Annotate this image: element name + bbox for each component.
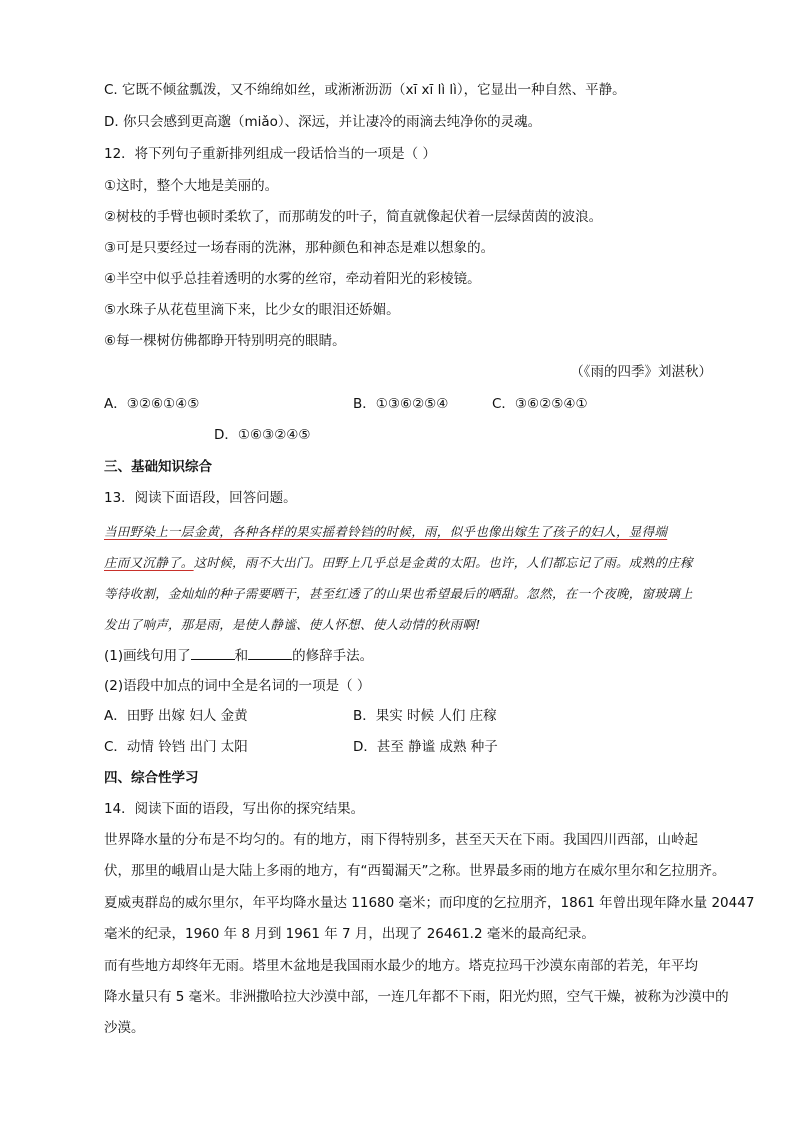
q14-paragraph-line: 夏威夷群岛的威尔里尔，年平均降水量达 11680 毫米；而印度的乞拉朋齐，1861 年曾出现年降水量 20447 xyxy=(104,895,755,911)
section-4-heading: 四、综合性学习 xyxy=(104,770,199,786)
q12-sentence-4: ④半空中似乎总挂着透明的水雾的丝帘，牵动着阳光的彩棱镜。 xyxy=(104,271,481,287)
q13-sub2: (2)语段中加点的词中全是名词的一项是（ ） xyxy=(104,678,371,694)
q12-sentence-2: ②树枝的手臂也顿时柔软了，而那萌发的叶子，简直就像起伏着一层绿茵茵的波浪。 xyxy=(104,209,603,225)
q13-option-b: B．果实 时候 人们 庄稼 xyxy=(353,708,497,724)
q12-sentence-1: ①这时，整个大地是美丽的。 xyxy=(104,178,279,194)
q12-option-c: C．③⑥②⑤④① xyxy=(492,396,588,412)
q14-stem: 14．阅读下面的语段，写出你的探究结果。 xyxy=(104,801,365,817)
q12-sentence-5: ⑤水珠子从花苞里滴下来，比少女的眼泪还娇媚。 xyxy=(104,302,400,318)
sub1-connector: 和 xyxy=(234,648,249,664)
q13-option-c: C．动情 铃铛 出门 太阳 xyxy=(104,739,248,755)
q12-stem: 12．将下列句子重新排列组成一段话恰当的一项是（ ） xyxy=(104,146,436,162)
q12-option-a: A．③②⑥①④⑤ xyxy=(104,396,200,412)
q14-paragraph-line: 毫米的纪录，1960 年 8 月到 1961 年 7 月，出现了 26461.2 毫米的最高纪录。 xyxy=(104,926,595,942)
q13-option-a: A．田野 出嫁 妇人 金黄 xyxy=(104,708,248,724)
passage-text: 这时候，雨不大出门。田野上几乎总是金黄的太阳。也许，人们都忘记了雨。成熟的庄稼 xyxy=(193,555,693,570)
q13-passage-line-1 xyxy=(104,522,667,542)
q13-passage-line-4 xyxy=(104,615,481,635)
q14-paragraph-line: 而有些地方却终年无雨。塔里木盆地是我国雨水最少的地方。塔克拉玛干沙漠东南部的若羌，年平均 xyxy=(104,958,698,974)
answer-blank-1[interactable] xyxy=(191,645,235,660)
passage-text: 等待收割，金灿灿的种子需要晒干，甚至红透了的山果也希望最后的晒甜。忽然，在一个夜晚，窗玻璃上 xyxy=(104,586,693,601)
q11-option-c: C. 它既不倾盆瓢泼，又不绵绵如丝，或淅淅沥沥（xī xī lì lì），它显出一种自然、平静。 xyxy=(104,82,626,98)
passage-text: 发出了响声，那是雨，是使人静谧、使人怀想、使人动情的秋雨啊! xyxy=(104,617,481,632)
q13-passage-line-3 xyxy=(104,584,693,604)
section-3-heading: 三、基础知识综合 xyxy=(104,459,212,475)
q12-sentence-3: ③可是只要经过一场春雨的洗淋，那种颜色和神态是难以想象的。 xyxy=(104,240,495,256)
q12-option-d: D．①⑥③②④⑤ xyxy=(214,427,311,443)
q14-paragraph-line: 沙漠。 xyxy=(104,1020,145,1036)
underlined-sentence: 庄而又沉静了。 xyxy=(104,555,194,570)
q13-stem: 13．阅读下面语段，回答问题。 xyxy=(104,490,297,506)
q11-option-d: D. 你只会感到更高邈（miǎo）、深远，并让凄冷的雨滴去纯净你的灵魂。 xyxy=(104,114,542,130)
sub1-suffix: 的修辞手法。 xyxy=(292,648,374,664)
q13-sub1 xyxy=(104,645,373,666)
q14-paragraph-line: 世界降水量的分布是不均匀的。有的地方，雨下得特别多，甚至天天在下雨。我国四川西部，山岭起 xyxy=(104,832,698,848)
q12-source: （《雨的四季》刘湛秋） xyxy=(570,364,712,380)
sub1-prefix: (1)画线句用了 xyxy=(104,648,191,664)
q14-paragraph-line: 伏，那里的峨眉山是大陆上多雨的地方，有“西蜀漏天”之称。世界最多雨的地方在威尔里尔和乞拉朋齐。 xyxy=(104,863,726,879)
q13-option-d: D．甚至 静谧 成熟 种子 xyxy=(353,739,498,755)
answer-blank-2[interactable] xyxy=(248,645,292,660)
underlined-sentence: 当田野染上一层金黄，各种各样的果实摇着铃铛的时候，雨，似乎也像出嫁生了孩子的妇人，显得端 xyxy=(104,524,668,539)
q12-option-b: B．①③⑥②⑤④ xyxy=(353,396,449,412)
q13-passage-line-2 xyxy=(104,553,693,573)
q14-paragraph-line: 降水量只有 5 毫米。非洲撒哈拉大沙漠中部，一连几年都不下雨，阳光灼照，空气干燥，被称为沙漠中的 xyxy=(104,989,729,1005)
q12-sentence-6: ⑥每一棵树仿佛都睁开特别明亮的眼睛。 xyxy=(104,333,346,349)
